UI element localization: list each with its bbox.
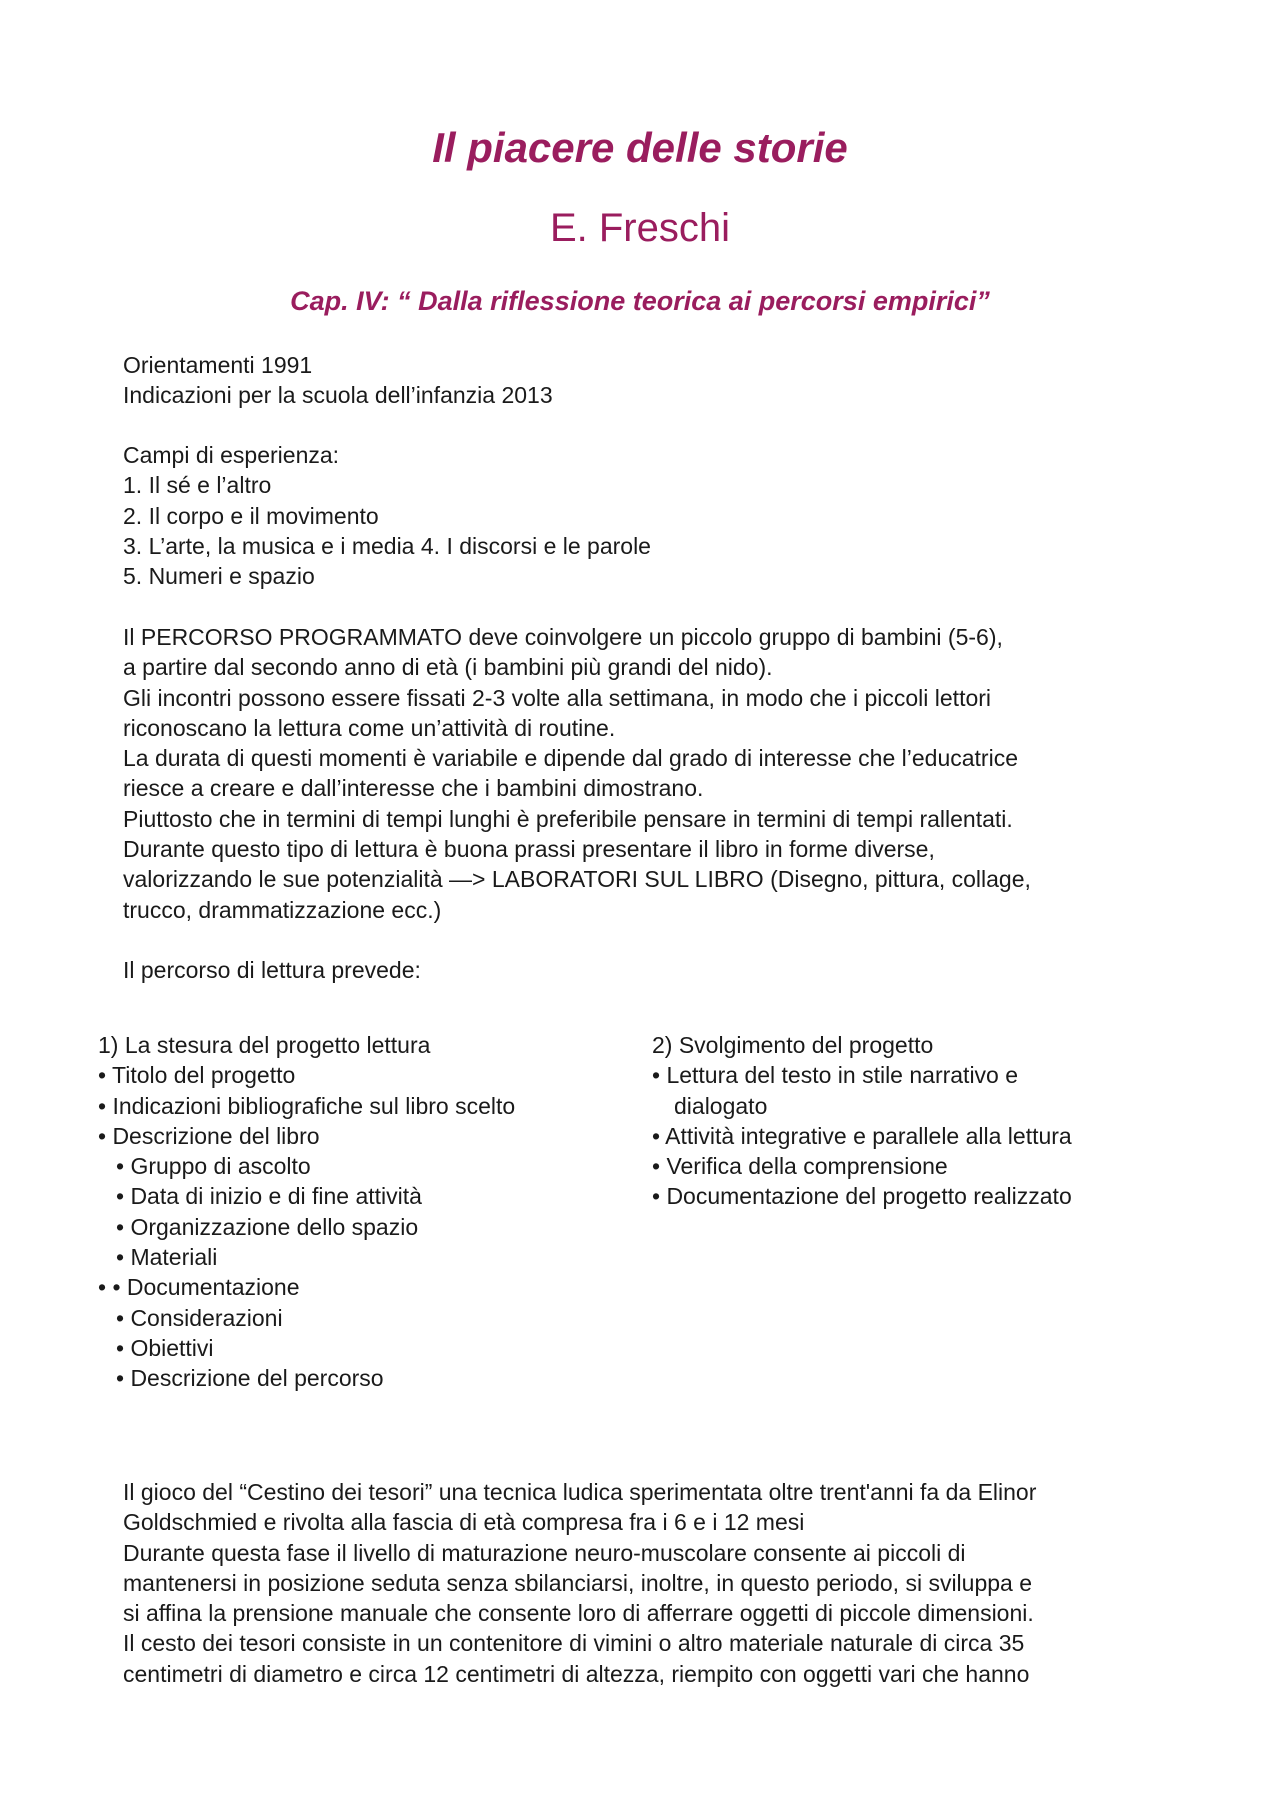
text-line: Piuttosto che in termini di tempi lunghi è preferibile pensare in termini di tempi rallentati. <box>123 805 1013 832</box>
text-line: Il cesto dei tesori consiste in un contenitore di vimini o altro materiale naturale di circa 35 <box>123 1630 1025 1657</box>
list-subitem: • Obiettivi <box>116 1334 214 1361</box>
author-name: E. Freschi <box>549 206 731 250</box>
list-item-continuation: dialogato <box>674 1092 768 1119</box>
list-item: 2. Il corpo e il movimento <box>123 502 379 529</box>
text-line: trucco, drammatizzazione ecc.) <box>123 896 442 923</box>
text-line: Durante questa fase il livello di maturazione neuro-muscolare consente ai piccoli di <box>123 1539 966 1566</box>
page-title: Il piacere delle storie <box>432 124 848 171</box>
reference-line: Indicazioni per la scuola dell’infanzia 2013 <box>123 382 553 409</box>
text-line: valorizzando le sue potenzialità —> LABORATORI SUL LIBRO (Disegno, pittura, collage, <box>123 866 1031 893</box>
list-subitem: • Gruppo di ascolto <box>116 1153 311 1180</box>
text-line: Goldschmied e rivolta alla fascia di età compresa fra i 6 e i 12 mesi <box>123 1509 805 1536</box>
text-line: a partire dal secondo anno di età (i bambini più grandi del nido). <box>123 654 773 681</box>
percorso-intro: Il percorso di lettura prevede: <box>123 957 421 983</box>
list-subitem: • Data di inizio e di fine attività <box>116 1183 422 1210</box>
list-item: • Titolo del progetto <box>98 1062 296 1089</box>
list-item: • Descrizione del libro <box>98 1122 320 1149</box>
fields-heading: Campi di esperienza: <box>123 442 340 468</box>
percorso-paragraph <box>123 622 1031 925</box>
text-line: centimetri di diametro e circa 12 centimetri di altezza, riempito con oggetti vari che hanno <box>123 1660 1030 1687</box>
column-heading: 1) La stesura del progetto lettura <box>98 1032 431 1058</box>
column-heading: 2) Svolgimento del progetto <box>652 1032 934 1058</box>
list-item: • Attività integrative e parallele alla lettura <box>652 1122 1072 1149</box>
text-line: riesce a creare e dall’interesse che i bambini dimostrano. <box>123 775 704 802</box>
list-item: 3. L’arte, la musica e i media 4. I discorsi e le parole <box>123 532 651 559</box>
text-line: mantenersi in posizione seduta senza sbilanciarsi, inoltre, in questo periodo, si sviluppa e <box>123 1569 1033 1596</box>
text-line: Durante questo tipo di lettura è buona prassi presentare il libro in forme diverse, <box>123 836 935 863</box>
fields-block <box>123 440 651 591</box>
text-line: La durata di questi momenti è variabile e dipende dal grado di interesse che l’educatrice <box>123 745 1018 772</box>
list-item: 5. Numeri e spazio <box>123 563 315 590</box>
list-item: • Documentazione del progetto realizzato <box>652 1183 1072 1210</box>
text-line: Gli incontri possono essere fissati 2-3 volte alla settimana, in modo che i piccoli lettori <box>123 684 992 711</box>
list-item: • Indicazioni bibliografiche sul libro scelto <box>98 1092 516 1119</box>
text-line: Il PERCORSO PROGRAMMATO deve coinvolgere un piccolo gruppo di bambini (5-6), <box>123 624 1003 650</box>
list-subitem: • Considerazioni <box>116 1304 283 1331</box>
text-line: Il gioco del “Cestino dei tesori” una tecnica ludica sperimentata oltre trent'anni fa da Elinor <box>123 1479 1037 1505</box>
list-item: 1. Il sé e l’altro <box>123 472 272 499</box>
reference-line: Orientamenti 1991 <box>123 352 313 378</box>
cestino-paragraph <box>123 1477 1036 1689</box>
text-line: riconoscano la lettura come un’attività di routine. <box>123 714 616 741</box>
list-item: • Verifica della comprensione <box>652 1153 948 1180</box>
project-writing-column <box>98 1030 515 1394</box>
references-block <box>123 350 553 411</box>
chapter-heading: Cap. IV: “ Dalla riflessione teorica ai percorsi empirici” <box>290 286 990 316</box>
list-subitem: • Materiali <box>116 1244 218 1271</box>
list-item: • Lettura del testo in stile narrativo e <box>652 1062 1019 1089</box>
list-subitem: • Descrizione del percorso <box>116 1365 384 1392</box>
text-line: si affina la prensione manuale che consente loro di afferrare oggetti di piccole dimensioni. <box>123 1600 1034 1627</box>
list-item: • • Documentazione <box>98 1274 300 1301</box>
list-subitem: • Organizzazione dello spazio <box>116 1213 419 1240</box>
project-execution-column <box>652 1030 1072 1212</box>
